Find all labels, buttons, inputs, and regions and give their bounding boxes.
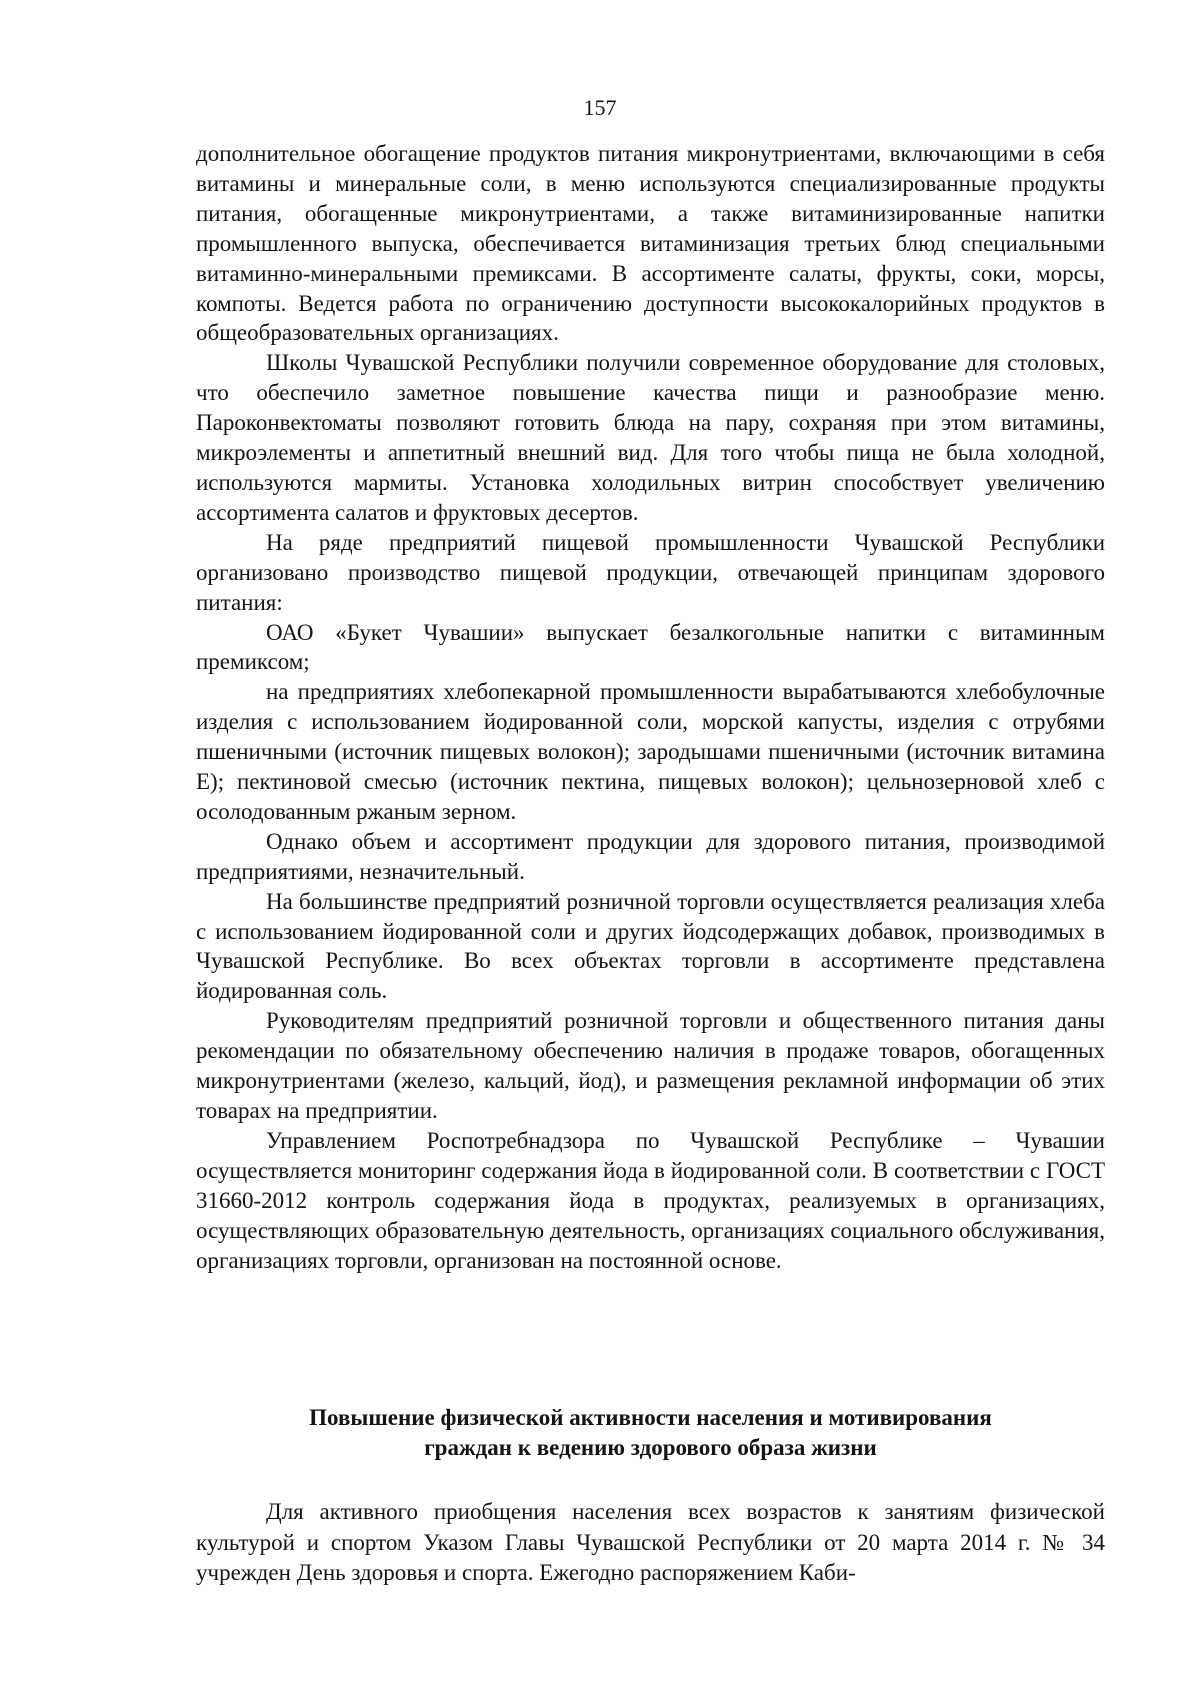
paragraph-recommendations: Руководителям предприятий розничной торговли и общественного питания даны рекомендации по обязательному обеспечению наличия в продаже товаров, обогащенных микронутриентами (железо, кальций, йод), и размещения рекламной информации об этих товарах на предприятии. bbox=[196, 1008, 1105, 1123]
paragraph-buket-chuvashii: ОАО «Букет Чувашии» выпускает безалкогольные напитки с витаминным премиксом; bbox=[196, 619, 1105, 675]
paragraph-food-industry: На ряде предприятий пищевой промышленности Чувашской Республики организовано производство пищевой продукции, отвечающей принципам здорового питания: bbox=[196, 529, 1105, 615]
section-heading-line-1: Повышение физической активности населения и мотивирования bbox=[309, 1405, 992, 1430]
paragraph-continuation: дополнительное обогащение продуктов питания микронутриентами, включающими в себя витамины и минеральные соли, в меню используются специализированные продукты питания, обогащенные микронутриентами, а также витаминизированные напитки промышленного выпуска, обеспечивается витаминизация третьих блюд специальными витаминно-минеральными премиксами. В ассортименте салаты, фрукты, соки, морсы, компоты. Ведется работа по ограничению доступности высококалорийных продуктов в общеобразовательных организациях. bbox=[196, 141, 1105, 346]
section-heading bbox=[196, 1403, 1105, 1463]
page-number: 157 bbox=[583, 95, 617, 120]
paragraph-monitoring: Управлением Роспотребнадзора по Чувашской Республике – Чувашии осуществляется мониторинг содержания йода в йодированной соли. В соответствии с ГОСТ 31660-2012 контроль содержания йода в продуктах, реализуемых в организациях, осуществляющих образовательную деятельность, организациях социального обслуживания, организациях торговли, организован на постоянной основе. bbox=[196, 1127, 1105, 1273]
body-text bbox=[196, 139, 1105, 1275]
paragraph-retail: На большинстве предприятий розничной торговли осуществляется реализация хлеба с использованием йодированной соли и других йодсодержащих добавок, производимых в Чувашской Республике. Во всех объектах торговли в ассортименте представлена йодированная соль. bbox=[196, 888, 1105, 1004]
paragraph-volume: Однако объем и ассортимент продукции для здорового питания, производимой предприятиями, незначительный. bbox=[196, 828, 1105, 884]
paragraph-health-day: Для активного приобщения населения всех возрастов к занятиям физической культурой и спортом Указом Главы Чувашской Республики от 20 марта 2014 г. № 34 учрежден День здоровья и спорта. Ежегодно распоряжением Каби- bbox=[196, 1499, 1105, 1585]
paragraph-school-equipment: Школы Чувашской Республики получили современное оборудование для столовых, что обеспечило заметное повышение качества пищи и разнообразие меню. Пароконвектоматы позволяют готовить блюда на пару, сохраняя при этом витамины, микроэлементы и аппетитный внешний вид. Для того чтобы пища не была холодной, используются мармиты. Установка холодильных витрин способствует увеличению ассортимента салатов и фруктовых десертов. bbox=[196, 350, 1105, 525]
section-body bbox=[196, 1497, 1105, 1589]
section-heading-line-2: граждан к ведению здорового образа жизни bbox=[424, 1435, 877, 1460]
paragraph-bakery: на предприятиях хлебопекарной промышленности вырабатываются хлебобулочные изделия с использованием йодированной соли, морской капусты, изделия с отрубями пшеничными (источник пищевых волокон); зародышами пшеничными (источник витамина Е); пектиновой смесью (источник пектина, пищевых волокон); цельнозерновой хлеб с осолодованным ржаным зерном. bbox=[196, 679, 1105, 824]
